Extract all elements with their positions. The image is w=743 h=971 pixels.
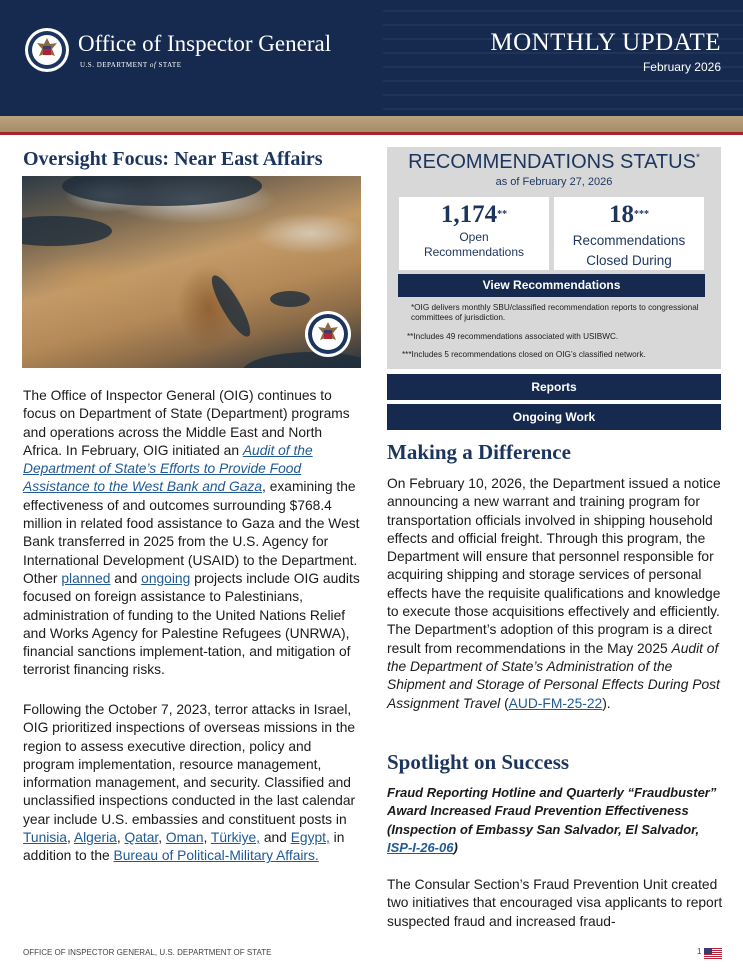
reports-button[interactable]: Reports <box>387 374 721 400</box>
spotlight-heading: Fraud Reporting Hotline and Quarterly “Fraudbuster” Award Increased Fraud Prevention Effectiveness (Inspection of Embassy San Salvador, El Salvador, ISP-I-26-06) <box>387 785 717 855</box>
oman-link[interactable]: Oman <box>165 830 204 846</box>
ongoing-work-button[interactable]: Ongoing Work <box>387 404 721 430</box>
footnote-1: *OIG delivers monthly SBU/classified recommendation reports to congressional committees of jurisdiction. <box>411 303 699 322</box>
making-a-difference-title: Making a Difference <box>387 440 571 464</box>
aud-fm-25-22-link[interactable]: AUD-FM-25-22 <box>508 695 603 711</box>
brand-title: Office of Inspector General <box>78 31 332 56</box>
header-pattern <box>383 0 743 116</box>
open-recommendations-label-2: Recommendations <box>423 245 525 259</box>
header-rule <box>0 132 743 135</box>
making-a-difference-paragraph: On February 10, 2026, the Department issued a notice announcing a new warrant and training program for transportation officials involved in shipping household effects and official freight. Through this program, the Department will ensure that personnel responsible for acquiring shipping and storage services of personal effects have the requisite qualifications and knowledge to execute those acquisitions effectively and efficiently. The Department’s adoption of this program is a direct result from recommendations in the May 2025 Audit of the Department of State’s Administration of the Shipment and Storage of Personal Effects During Post Assignment Travel (AUD-FM-25-22). <box>387 476 721 711</box>
bureau-political-military-link[interactable]: Bureau of Political-Military Affairs. <box>113 848 319 864</box>
spotlight-title: Spotlight on Success <box>387 750 570 774</box>
egypt-link[interactable]: Egypt, <box>290 830 330 846</box>
oversight-focus-title: Oversight Focus: Near East Affairs <box>23 148 323 170</box>
closed-recommendations-label-1: Recommendations <box>572 233 686 248</box>
audit-food-assistance-link[interactable]: Audit of the Department of State’s Efforts to Provide Food Assistance to the West Bank and Gaza <box>23 442 313 495</box>
isp-i-26-06-link[interactable]: ISP-I-26-06 <box>387 839 454 855</box>
planned-link[interactable]: planned <box>61 570 111 586</box>
qatar-link[interactable]: Qatar <box>124 830 159 846</box>
view-recommendations-button[interactable]: View Recommendations <box>398 274 705 297</box>
header-band <box>0 116 743 132</box>
publication-title: MONTHLY UPDATE <box>490 29 721 56</box>
ongoing-link[interactable]: ongoing <box>141 570 191 586</box>
footnote-2: **Includes 49 recommendations associated with USIBWC. <box>407 332 619 341</box>
page-header <box>0 0 743 116</box>
closed-recommendations-card <box>554 197 704 270</box>
footer-text: OFFICE OF INSPECTOR GENERAL, U.S. DEPARTMENT OF STATE <box>23 948 272 957</box>
recommendations-status-title: RECOMMENDATIONS STATUS* <box>408 151 700 173</box>
recommendations-status-panel <box>387 147 721 369</box>
turkiye-link[interactable]: Türkiye, <box>210 830 260 846</box>
recommendations-as-of: as of February 27, 2026 <box>495 176 613 188</box>
region-satellite-map <box>22 176 361 368</box>
open-recommendations-card <box>399 197 549 270</box>
oversight-paragraph-1: The Office of Inspector General (OIG) continues to focus on Department of State (Department) programs and operations across the Middle East and North Africa. In February, OIG initiated an Audit of the Department of State’s Efforts to Provide Food Assistance to the West Bank and Gaza, examining the effectiveness of and outcomes surrounding $768.4 million in related food assistance to Gaza and the West Bank transferred in 2025 from the U.S. Agency for International Development (USAID) to the Department. Other planned and ongoing projects include OIG audits focused on foreign assistance to Palestinians, administration of funding to the United Nations Relief and Works Agency for Palestine Refugees (UNRWA), financial sanctions implement-tation, and mitigation of terrorist financing risks. <box>23 388 360 678</box>
open-recommendations-label-1: Open <box>459 230 489 244</box>
footnote-3: ***Includes 5 recommendations closed on OIG’s classified network. <box>402 350 646 359</box>
us-flag-icon <box>704 948 722 959</box>
oig-seal-icon <box>304 310 352 358</box>
page-number: 1 <box>697 947 702 956</box>
brand-subtitle: U.S. DEPARTMENT of STATE <box>80 61 182 69</box>
closed-recommendations-count: 18*** <box>609 201 649 228</box>
department-seal-icon <box>24 27 70 73</box>
closed-recommendations-label-2: Closed During <box>586 253 672 268</box>
oversight-paragraph-2: Following the October 7, 2023, terror attacks in Israel, OIG prioritized inspections of overseas missions in the region to assess executive direction, policy and program implementation, resource management, information management, and security. Classified and unclassified inspections conducted in the last calendar year include U.S. embassies and constituent posts in Tunisia, Algeria, Qatar, Oman, Türkiye, and Egypt, in addition to the Bureau of Political-Military Affairs. <box>23 702 356 864</box>
issue-date: February 2026 <box>642 60 721 74</box>
open-recommendations-count: 1,174** <box>440 201 508 228</box>
algeria-link[interactable]: Algeria <box>73 830 117 846</box>
tunisia-link[interactable]: Tunisia <box>23 830 67 846</box>
spotlight-paragraph: The Consular Section’s Fraud Prevention Unit created two initiatives that encouraged visa applicants to report suspected fraud and increased fraud- <box>387 877 723 929</box>
